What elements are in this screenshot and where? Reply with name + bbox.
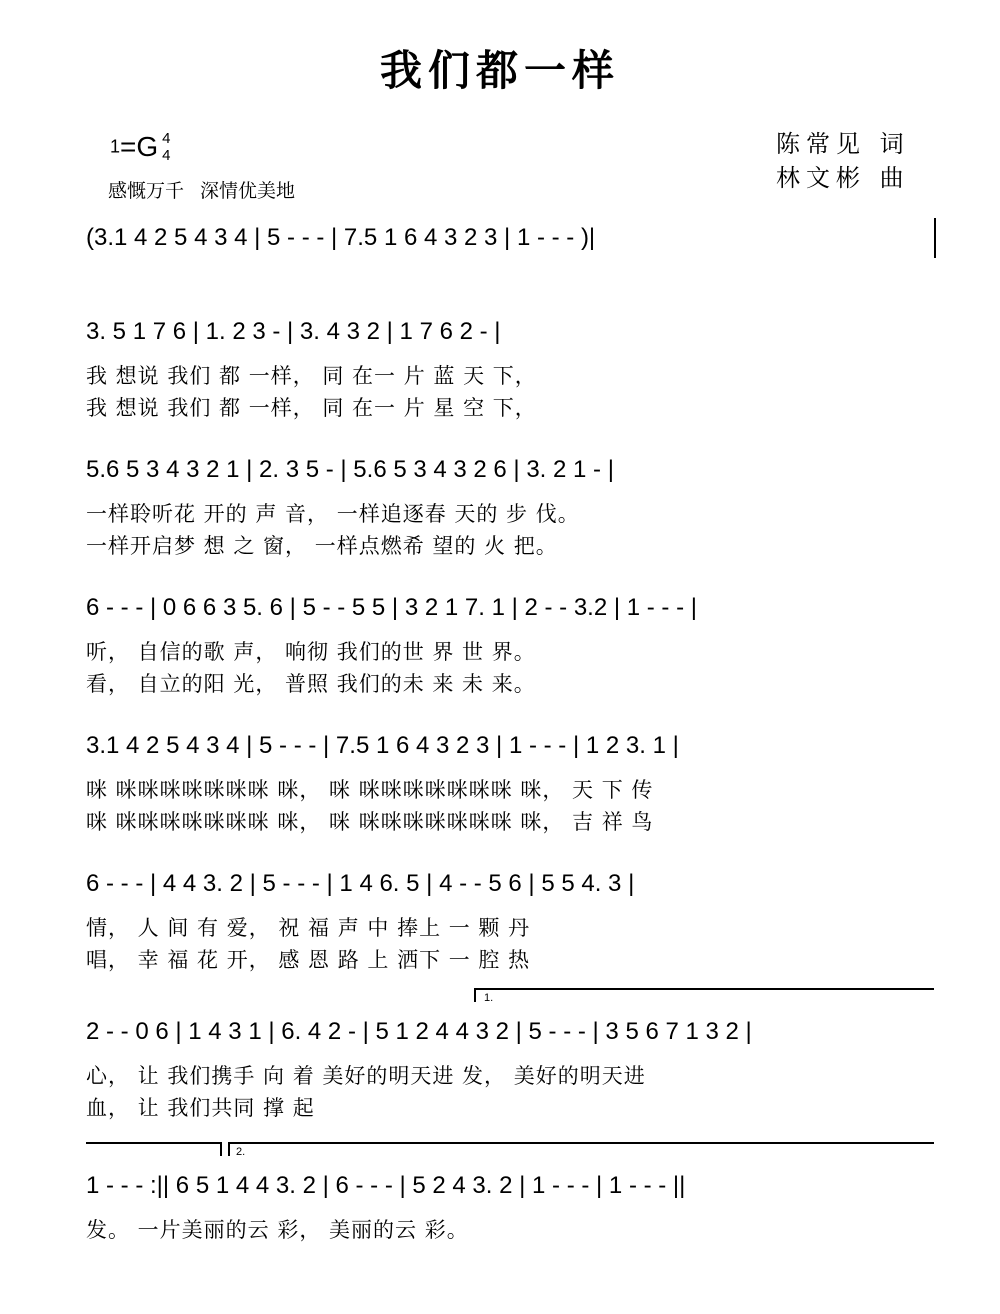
lyric-line: 咪 咪咪咪咪咪咪咪 咪， 咪 咪咪咪咪咪咪咪 咪， 天 下 传 <box>86 778 654 802</box>
volta-1-bracket <box>474 988 934 990</box>
time-signature <box>162 130 170 164</box>
notation-line: 3. 5 1 7 6 | 1. 2 3 - | 3. 4 3 2 | 1 7 6 2 - | <box>86 318 501 345</box>
notation-line: 6 - - - | 0 6 6 3 5. 6 | 5 - - 5 5 | 3 2 1 7. 1 | 2 - - 3.2 | 1 - - - | <box>86 594 697 621</box>
key-degree: 1 <box>110 136 121 157</box>
lyric-line: 咪 咪咪咪咪咪咪咪 咪， 咪 咪咪咪咪咪咪咪 咪， 吉 祥 鸟 <box>86 810 654 834</box>
lyric-line: 一样聆听花 开的 声 音， 一样追逐春 天的 步 伐。 <box>86 502 580 526</box>
volta-1-label: 1. <box>484 992 494 1004</box>
lyric-line: 发。 一片美丽的云 彩， 美丽的云 彩。 <box>86 1218 469 1242</box>
notation-line: 5.6 5 3 4 3 2 1 | 2. 3 5 - | 5.6 5 3 4 3 2 6 | 3. 2 1 - | <box>86 456 614 483</box>
volta-1-hook <box>474 988 476 1002</box>
volta-2-label: 2. <box>236 1146 246 1158</box>
composer-credit: 林文彬 曲 <box>776 164 910 192</box>
notation-line: 6 - - - | 4 4 3. 2 | 5 - - - | 1 4 6. 5 | 4 - - 5 6 | 5 5 4. 3 | <box>86 870 635 897</box>
volta-1-bracket-continued <box>86 1142 222 1144</box>
notation-line: 3.1 4 2 5 4 3 4 | 5 - - - | 7.5 1 6 4 3 2 3 | 1 - - - | 1 2 3. 1 | <box>86 732 679 759</box>
lyric-line: 我 想说 我们 都 一样， 同 在一 片 星 空 下， <box>86 396 537 420</box>
lyric-line: 唱， 幸 福 花 开， 感 恩 路 上 洒下 一 腔 热 <box>86 948 531 972</box>
key-signature <box>110 130 171 164</box>
notation-line: (3.1 4 2 5 4 3 4 | 5 - - - | 7.5 1 6 4 3 2 3 | 1 - - - )| <box>86 224 596 251</box>
lyric-line: 心， 让 我们携手 向 着 美好的明天进 发， 美好的明天进 <box>86 1064 646 1088</box>
lyric-line: 我 想说 我们 都 一样， 同 在一 片 蓝 天 下， <box>86 364 537 388</box>
lyric-line: 听， 自信的歌 声， 响彻 我们的世 界 世 界。 <box>86 640 536 664</box>
lyric-line: 看， 自立的阳 光， 普照 我们的未 来 未 来。 <box>86 672 536 696</box>
barline <box>934 218 936 258</box>
volta-2-hook <box>228 1142 230 1156</box>
tempo-mood: 感慨万千 <box>108 180 185 202</box>
tempo-style: 深情优美地 <box>200 180 296 202</box>
time-top: 4 <box>162 130 171 147</box>
volta-2-bracket <box>228 1142 934 1144</box>
time-bottom: 4 <box>162 147 171 164</box>
lyric-line: 血， 让 我们共同 撑 起 <box>86 1096 315 1120</box>
notation-line: 2 - - 0 6 | 1 4 3 1 | 6. 4 2 - | 5 1 2 4 4 3 2 | 5 - - - | 3 5 6 7 1 3 2 | <box>86 1018 752 1045</box>
lyricist-credit: 陈常见 词 <box>776 130 910 158</box>
key-name: =G <box>120 131 159 162</box>
lyric-line: 一样开启梦 想 之 窗， 一样点燃希 望的 火 把。 <box>86 534 558 558</box>
lyric-line: 情， 人 间 有 爱， 祝 福 声 中 捧上 一 颗 丹 <box>86 916 531 940</box>
tempo-marking <box>108 176 295 203</box>
notation-line: 1 - - - :|| 6 5 1 4 4 3. 2 | 6 - - - | 5 2 4 3. 2 | 1 - - - | 1 - - - || <box>86 1172 686 1199</box>
volta-1-end-hook <box>220 1142 222 1156</box>
page-title: 我们都一样 <box>379 46 620 95</box>
